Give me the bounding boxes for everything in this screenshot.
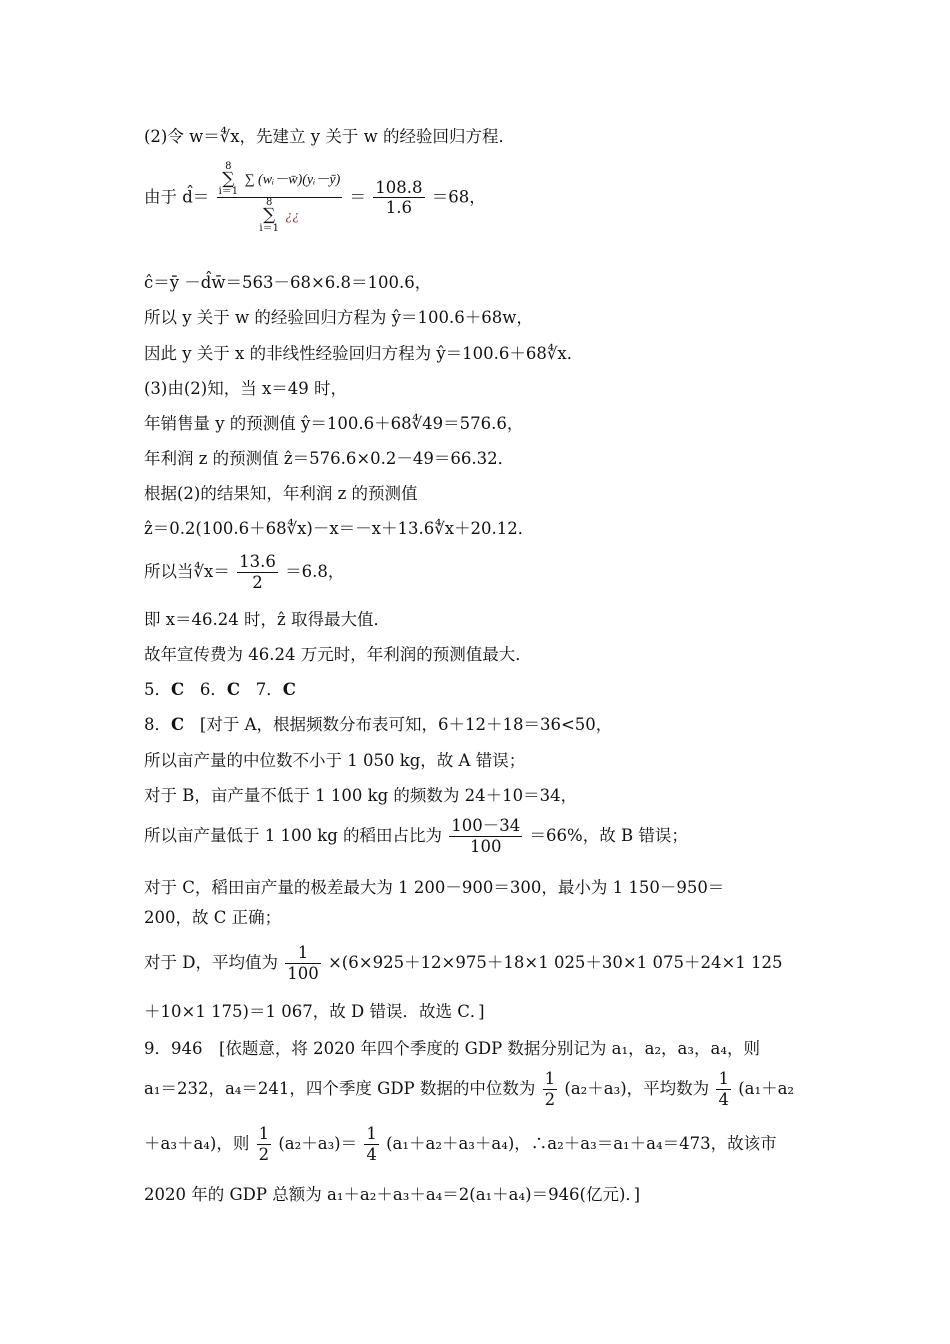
- text-line-16: 所以亩产量的中位数不小于 1 050 kg，故 A 错误；: [144, 751, 526, 770]
- text-line-11: 所以当∜x＝ $\frac{13.6}{2}$ ＝6.8，: [144, 552, 345, 592]
- sum-symbol: 8 ∑ i＝1: [218, 161, 239, 198]
- text-line-9: 根据(2)的结果知，年利润 z 的预测值: [144, 484, 418, 503]
- text-line-24: a₁＝232，a₄＝241，四个季度 GDP 数据的中位数为 $\frac{1}{2}$ (a₂＋a₃)，平均数为 $\frac{1}{4}$ (a₁＋a₂: [144, 1069, 795, 1109]
- text-line-20: 200，故 C 正确；: [144, 908, 282, 927]
- fraction-13-6-over-2: $\frac{13.6}{2}$: [239, 552, 276, 592]
- fraction-quarter-2: $\frac{1}{4}$: [366, 1124, 377, 1164]
- value-fraction: $\frac{108.8}{1.6}$: [375, 177, 423, 218]
- text-line-8: 年利润 z 的预测值 ẑ＝576.6×0.2－49＝66.32．: [144, 449, 515, 468]
- fraction-half: $\frac{1}{2}$: [544, 1069, 556, 1109]
- fraction-1-over-100: $\frac{1}{100}$: [287, 943, 319, 983]
- answer-6: C: [226, 680, 241, 699]
- text-line-22: ＋10×1 175)＝1 067，故 D 错误．故选 C．]: [144, 1002, 485, 1021]
- text-line-6: (3)由(2)知，当 x＝49 时，: [144, 379, 348, 398]
- text-line-23: 9．946 [依题意，将 2020 年四个季度的 GDP 数据分别记为 a₁，a₂，a₃，a₄，则: [144, 1039, 760, 1058]
- text-line-1: (2)令 w＝∜x，先建立 y 关于 w 的经验回归方程．: [144, 127, 515, 146]
- sum-symbol-den: 8 ∑ i＝1: [259, 197, 279, 234]
- d-hat-fraction: [217, 162, 343, 234]
- answer-8: C: [171, 715, 185, 734]
- text-line-3: ĉ＝ȳ －d̂w̄＝563－68×6.8＝100.6，: [144, 273, 432, 292]
- answers-5-7: 5．C 6．C 7．C: [144, 680, 296, 699]
- text-line-15: 8．C [对于 A，根据频数分布表可知，6＋12＋18＝36<50，: [144, 715, 613, 734]
- text-line-19: 对于 C，稻田亩产量的极差最大为 1 200－900＝300，最小为 1 150－950＝: [144, 878, 725, 897]
- fraction-half-2: $\frac{1}{2}$: [258, 1124, 270, 1164]
- text-line-4: 所以 y 关于 w 的经验回归方程为 ŷ＝100.6＋68w，: [144, 308, 533, 327]
- text-line-21: 对于 D，平均值为 $\frac{1}{100}$ ×(6×925＋12×975＋18×1 025＋30×1 075＋24×1 125: [144, 943, 783, 983]
- fraction-numerator: [217, 162, 343, 198]
- text-line-2-formula: 由于 d̂＝ 8 ∑ i＝1 ∑ (wᵢ－w̄)(yᵢ－ȳ) 8 ∑ i＝1 ¿¿ ＝ $\frac{108.8}{1.6}$ ＝68，: [144, 161, 486, 234]
- text-line-17: 对于 B，亩产量不低于 1 100 kg 的频数为 24＋10＝34，: [144, 786, 578, 805]
- text-line-5: 因此 y 关于 x 的非线性经验回归方程为 ŷ＝100.6＋68∜x．: [144, 344, 584, 363]
- text-line-10: ẑ＝0.2(100.6＋68∜x)－x＝－x＋13.6∜x＋20.12．: [144, 519, 535, 538]
- answer-5: C: [171, 680, 185, 699]
- answer-7: C: [282, 680, 296, 699]
- fraction-66-percent: $\frac{100-34}{100}$: [451, 816, 521, 856]
- numerator-expression: ∑ (wᵢ－w̄)(yᵢ－ȳ): [244, 172, 341, 188]
- text-line-26: 2020 年的 GDP 总额为 a₁＋a₂＋a₃＋a₄＝2(a₁＋a₄)＝946(亿元)．]: [144, 1185, 641, 1204]
- fraction-quarter: $\frac{1}{4}$: [718, 1069, 729, 1109]
- text-line-18: 所以亩产量低于 1 100 kg 的稻田占比为 $\frac{100-34}{100}$ ＝66%，故 B 错误；: [144, 816, 688, 856]
- text-line-25: ＋a₃＋a₄)，则 $\frac{1}{2}$ (a₂＋a₃)＝ $\frac{1}{4}$ (a₁＋a₂＋a₃＋a₄)，∴a₂＋a₃＝a₁＋a₄＝473，故该市: [144, 1124, 777, 1164]
- text-line-7: 年销售量 y 的预测值 ŷ＝100.6＋68∜49＝576.6，: [144, 414, 524, 433]
- garbled-glyph: ¿¿: [285, 208, 300, 224]
- fraction-denominator: [217, 198, 343, 233]
- text-line-13: 故年宣传费为 46.24 万元时，年利润的预测值最大．: [144, 645, 532, 664]
- formula-prefix: 由于 d̂＝: [144, 187, 210, 207]
- text-line-12: 即 x＝46.24 时，ẑ 取得最大值．: [144, 610, 390, 629]
